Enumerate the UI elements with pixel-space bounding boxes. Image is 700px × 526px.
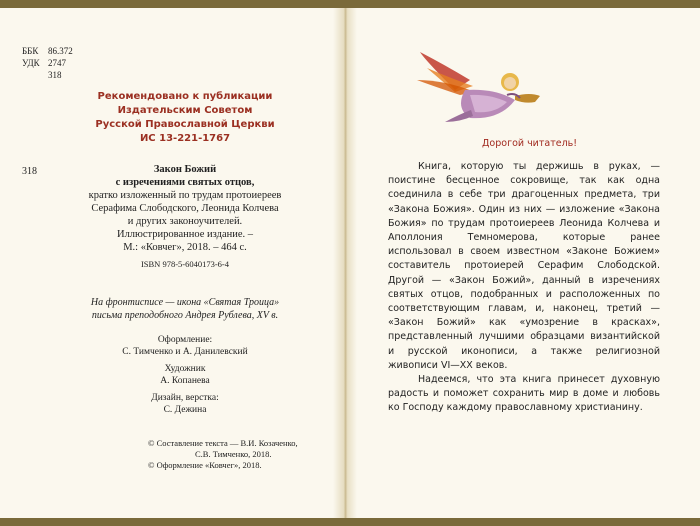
- bibliographic-description: [60, 163, 310, 271]
- credit-role: Дизайн, верстка:: [151, 393, 219, 403]
- greeting: Дорогой читатель!: [482, 138, 578, 149]
- credit-layout: [60, 393, 310, 416]
- preface-paragraph: Книга, которую ты держишь в руках, — поистине бесценное сокровище, так как одна соединила в себе три драгоценных предмета, три «Закона Божия». Один из них — изложение «Закона Божия» по трудам протоиереев Леонида Колчева и Аполлония Темномерова, которые ранее использовал в своем известном «Законе Божием» составитель протоиерей Серафим Слободской. Другой — «Закон Божий», данный в изречениях святых отцов, подобранных и расположенных по соответствующим главам, и, наконец, третий — «Закон Божий» как «умозрение в красках», представленный лучшими образцами византийской и русской иконописи, а также религиозной живописи VI—XX веков.: [388, 161, 660, 371]
- frontispiece-line: На фронтисписе — икона «Святая Троица»: [90, 297, 280, 308]
- credit-role: Оформление:: [157, 335, 213, 345]
- frontispiece-line: письма преподобного Андрея Рублева, XV в.: [91, 309, 279, 321]
- description-line: Иллюстрированное издание. –: [116, 229, 253, 240]
- udk-row: [22, 57, 73, 69]
- book-title: Закон Божий: [153, 164, 217, 175]
- recommendation-line: Рекомендовано к публикации: [97, 91, 273, 102]
- copyright-line: С.В. Тимченко, 2018.: [195, 449, 272, 459]
- credit-names: С. Тимченко и А. Данилевский: [122, 346, 248, 357]
- credit-names: С. Дежина: [163, 404, 207, 415]
- credit-role: Художник: [164, 364, 206, 374]
- book-gutter: [333, 8, 357, 518]
- recommendation-line: Издательским Советом: [117, 105, 253, 116]
- mark-row: [22, 69, 73, 81]
- book-subtitle: с изречениями святых отцов,: [115, 177, 255, 188]
- description-line: Серафима Слободского, Леонида Колчева: [91, 203, 279, 214]
- code-value: 318: [48, 70, 62, 80]
- credit-design: [60, 335, 310, 358]
- recommendation-block: [60, 90, 310, 146]
- isbn: ISBN 978-5-6040173-6-4: [140, 259, 230, 269]
- description-line: М.: «Ковчег», 2018. – 464 с.: [123, 242, 247, 253]
- code-value: 86.372: [48, 46, 73, 56]
- description-line: кратко изложенный по трудам протоиереев: [88, 190, 282, 201]
- description-line: и других законоучителей.: [127, 216, 243, 227]
- copyright-line: © Составление текста — В.И. Козаченко,: [148, 438, 298, 448]
- code-label: УДК: [22, 58, 40, 68]
- preface-text: [388, 160, 660, 416]
- recommendation-number: ИС 13-221-1767: [139, 133, 231, 144]
- credits: [60, 335, 310, 422]
- preface-paragraph: Надеемся, что эта книга принесет духовную радость и поможет сохранить мир в доме и любовь ко Господу каждому православному христианину.: [388, 374, 660, 414]
- copyright: [148, 438, 328, 471]
- recommendation-line: Русской Православной Церкви: [95, 119, 275, 130]
- code-value: 2747: [48, 58, 66, 68]
- bbk-row: [22, 45, 73, 57]
- credit-artist: [60, 364, 310, 387]
- copyright-line: © Оформление «Ковчег», 2018.: [148, 460, 262, 470]
- angel-illustration: [415, 50, 565, 130]
- credit-names: А. Копанева: [160, 375, 210, 386]
- code-label: ББК: [22, 46, 39, 56]
- classification-codes: [22, 45, 73, 81]
- frontispiece-note: [60, 297, 310, 322]
- author-mark: 318: [22, 166, 37, 177]
